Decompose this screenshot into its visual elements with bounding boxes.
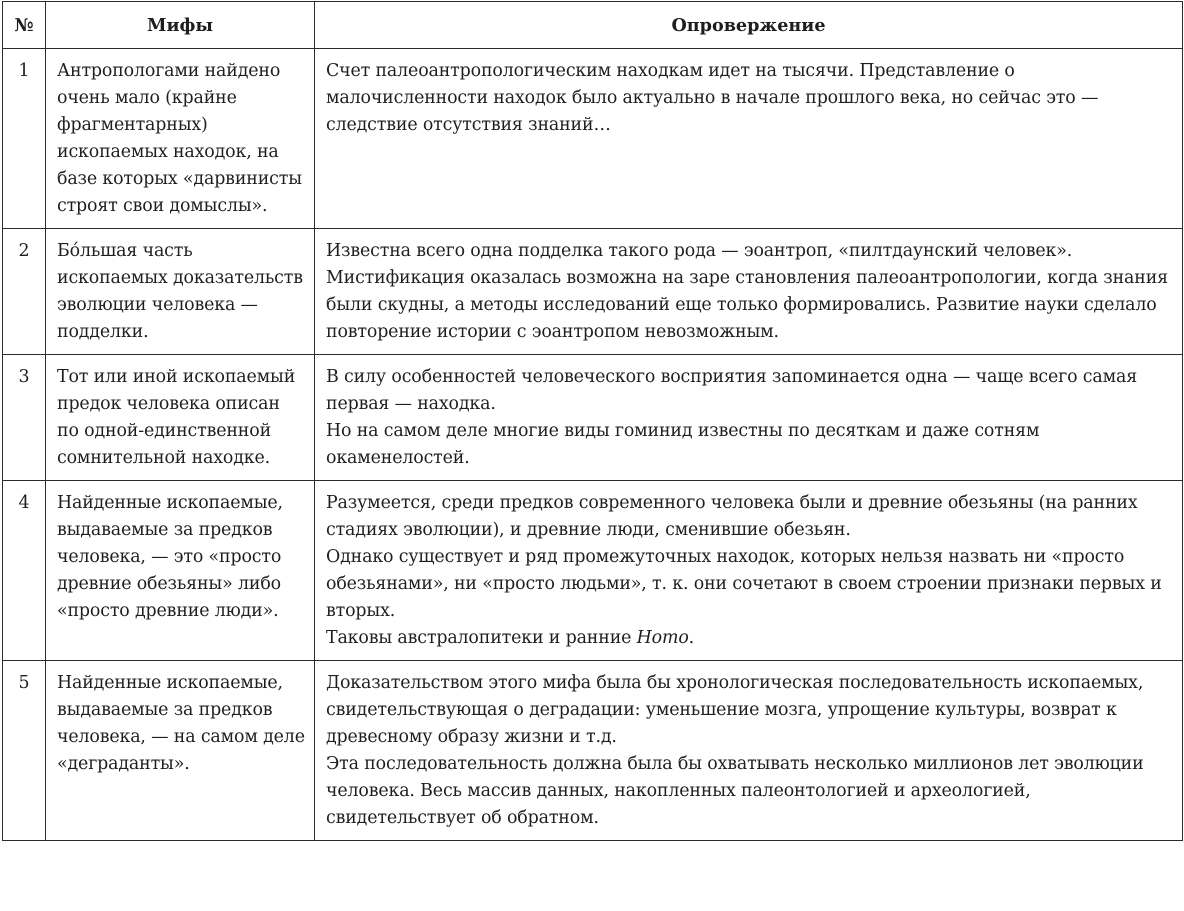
- myths-table: [2, 1, 1183, 841]
- table-row: [3, 481, 1183, 661]
- table-row: [3, 661, 1183, 841]
- table-row: [3, 355, 1183, 481]
- row-number: 5: [3, 661, 46, 841]
- table-row: [3, 49, 1183, 229]
- row-number: 3: [3, 355, 46, 481]
- refutation-paragraph: В силу особенностей человеческого восприятия запоминается одна — чаще всего самая первая — находка.: [326, 367, 1138, 414]
- row-number: 2: [3, 229, 46, 355]
- refutation-paragraph: Доказательством этого мифа была бы хронологическая последовательность ископаемых, свидетельствующая о деградации: уменьшение мозга, упрощение культуры, возврат к древесному образу жизни и т.д.: [326, 673, 1144, 747]
- refutation-paragraph: Известна всего одна подделка такого рода — эоантроп, «пилтдаунский человек».: [326, 241, 1073, 261]
- refutation-paragraph: Эта последовательность должна была бы охватывать несколько миллионов лет эволюции человека. Весь массив данных, накопленных палеонтологией и археологией, свидетельствует об обратном.: [326, 754, 1144, 828]
- myth-cell: Найденные ископаемые, выдаваемые за предков человека, — это «просто древние обезьяны» либо «просто древние люди».: [46, 481, 315, 661]
- header-refutation: Опровержение: [315, 2, 1183, 49]
- myth-cell: Бо́льшая часть ископаемых доказательств эволюции человека — подделки.: [46, 229, 315, 355]
- myth-cell: Тот или иной ископаемый предок человека описан по одной-единственной сомнительной находке.: [46, 355, 315, 481]
- refutation-paragraph: [326, 625, 1173, 652]
- refutation-cell: [315, 49, 1183, 229]
- refutation-text: Таковы австралопитеки и ранние: [326, 628, 637, 648]
- header-row: [3, 2, 1183, 49]
- taxon-name: Homo: [636, 628, 689, 648]
- myth-cell: Найденные ископаемые, выдаваемые за предков человека, — на самом деле «деграданты».: [46, 661, 315, 841]
- refutation-paragraph: Мистификация оказалась возможна на заре становления палеоантропологии, когда знания были скудны, а методы исследований еще только формировались. Развитие науки сделало повторение истории с эоантропом невозможным.: [326, 268, 1168, 342]
- row-number: 4: [3, 481, 46, 661]
- header-myths: Мифы: [46, 2, 315, 49]
- refutation-paragraph: Счет палеоантропологическим находкам идет на тысячи. Представление о малочисленности находок было актуально в начале прошлого века, но сейчас это — следствие отсутствия знаний…: [326, 61, 1099, 135]
- refutation-cell: [315, 481, 1183, 661]
- myth-cell: Антропологами найдено очень мало (крайне фрагментарных) ископаемых находок, на базе которых «дарвинисты строят свои домыслы».: [46, 49, 315, 229]
- header-num: №: [3, 2, 46, 49]
- refutation-cell: [315, 229, 1183, 355]
- refutation-paragraph: Однако существует и ряд промежуточных находок, которых нельзя назвать ни «просто обезьянами», ни «просто людьми», т. к. они сочетают в своем строении признаки первых и вторых.: [326, 547, 1162, 621]
- row-number: 1: [3, 49, 46, 229]
- refutation-text: .: [688, 628, 695, 648]
- refutation-cell: [315, 355, 1183, 481]
- refutation-paragraph: Но на самом деле многие виды гоминид известны по десяткам и даже сотням окаменелостей.: [326, 421, 1040, 468]
- table-row: [3, 229, 1183, 355]
- refutation-paragraph: Разумеется, среди предков современного человека были и древние обезьяны (на ранних стадиях эволюции), и древние люди, сменившие обезьян.: [326, 493, 1138, 540]
- refutation-cell: [315, 661, 1183, 841]
